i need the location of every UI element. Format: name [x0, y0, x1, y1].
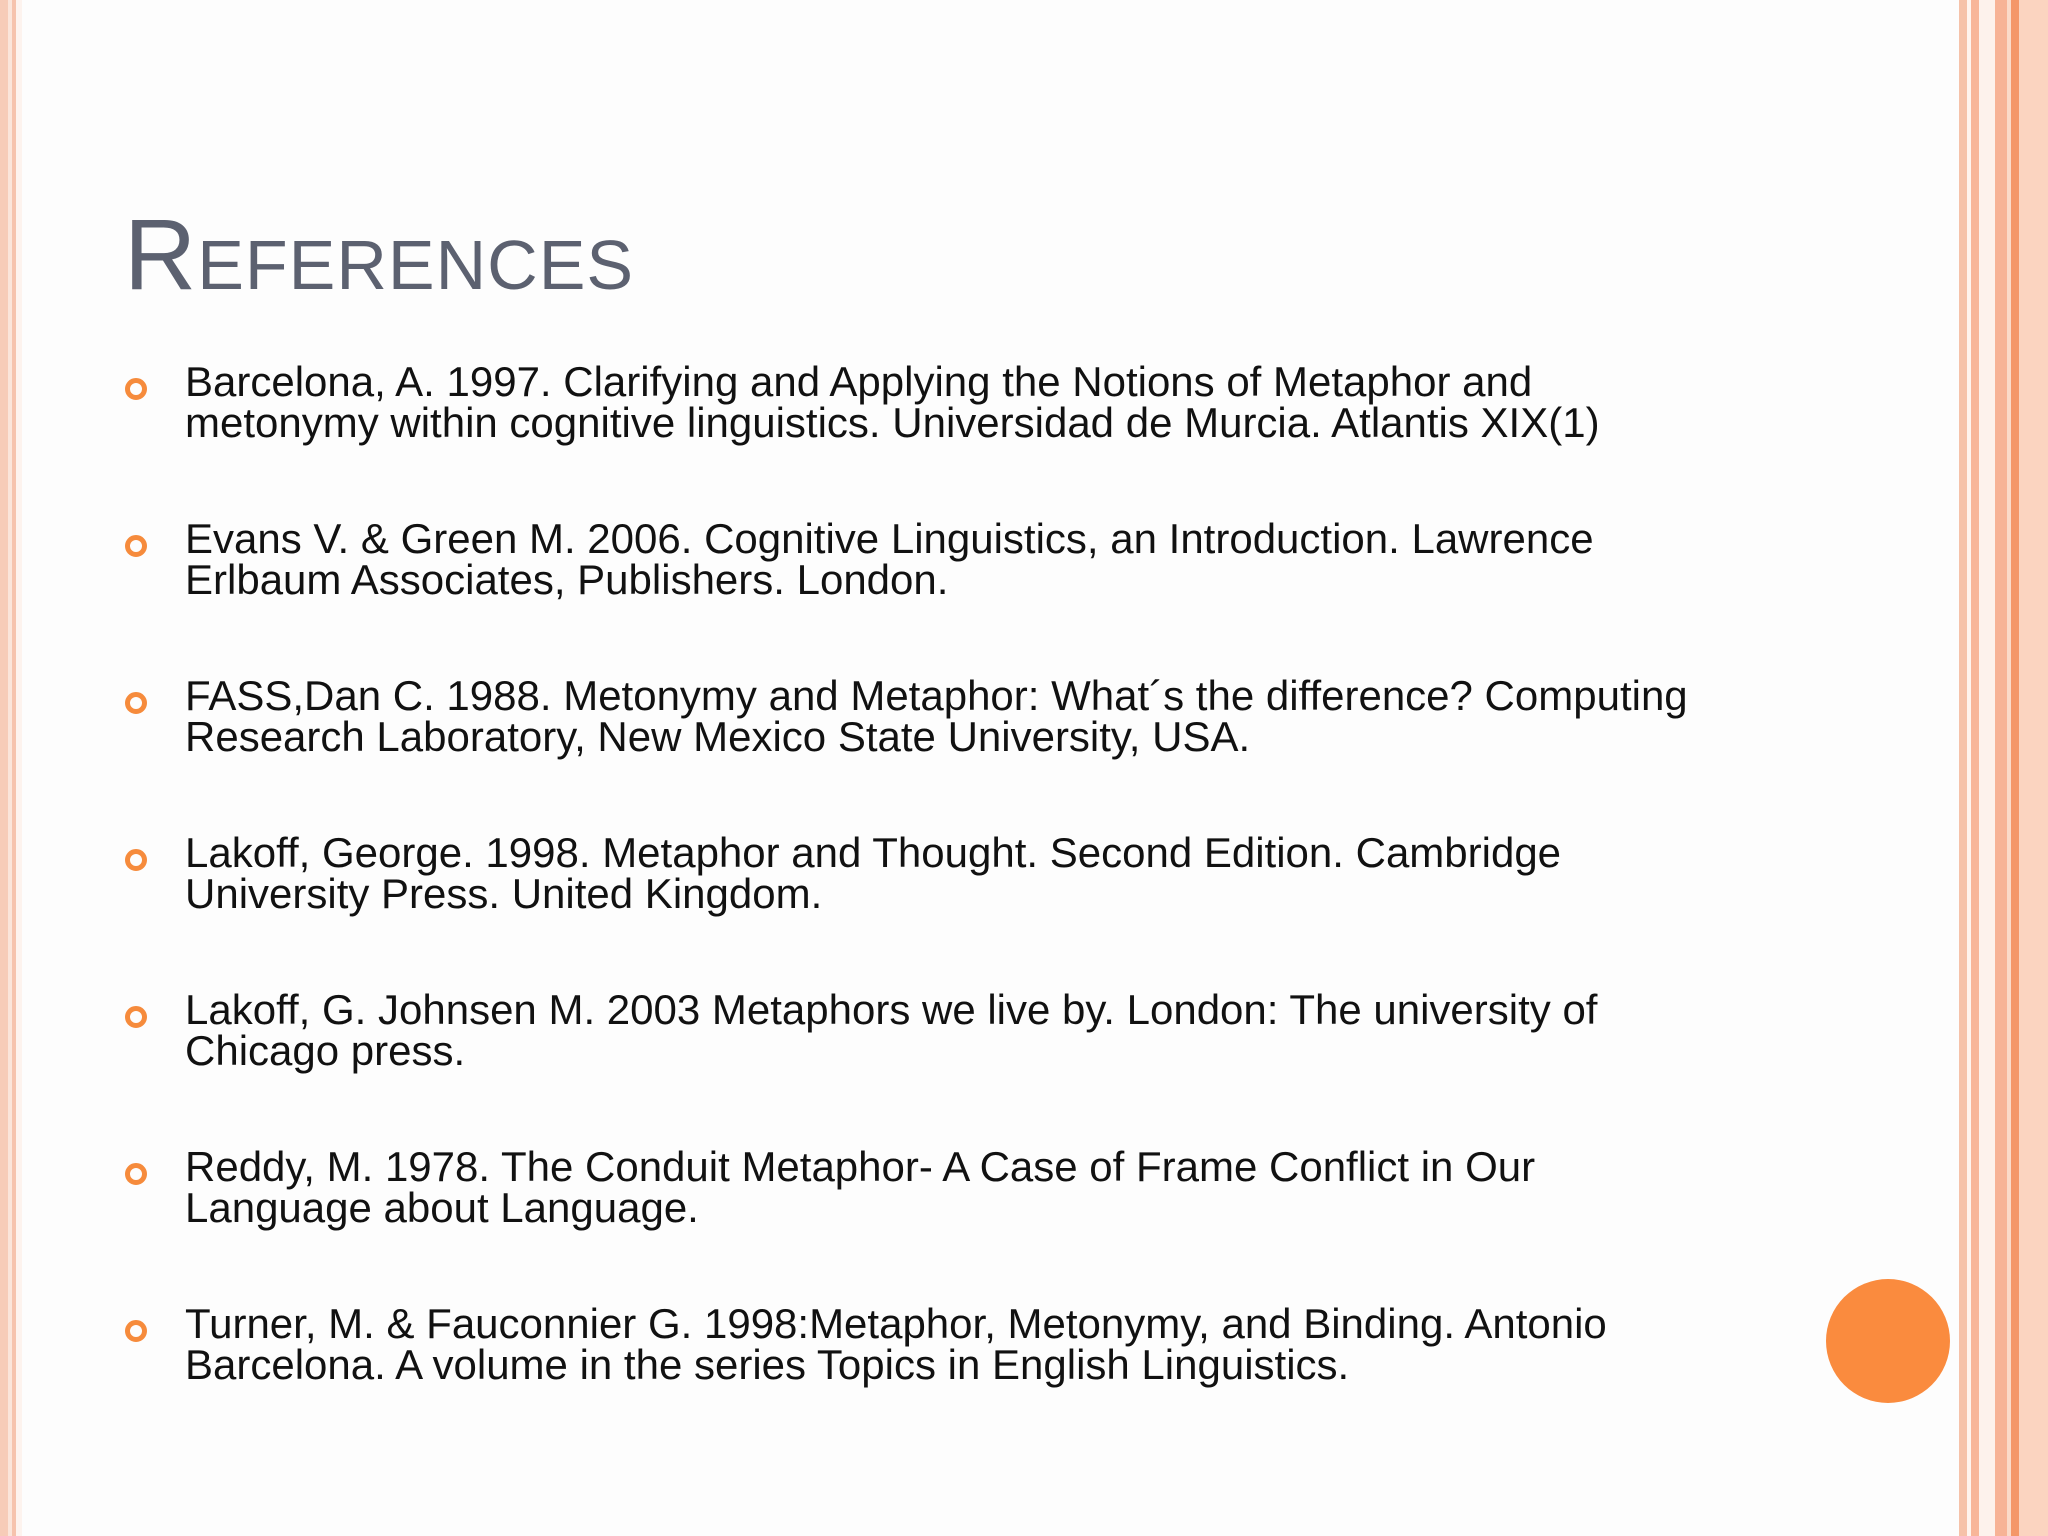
ring-bullet-icon [125, 1163, 147, 1185]
slide-title: References [124, 199, 635, 311]
reference-item [124, 515, 1724, 675]
ring-bullet-icon [125, 378, 147, 400]
ring-bullet-icon [125, 1006, 147, 1028]
reference-text: Lakoff, G. Johnsen M. 2003 Metaphors we live by. London: The university of Chicago press. [185, 986, 1598, 1074]
reference-item [124, 672, 1724, 832]
ring-bullet-icon [125, 849, 147, 871]
reference-text: Lakoff, George. 1998. Metaphor and Thought. Second Edition. Cambridge University Press. United Kingdom. [185, 829, 1562, 917]
reference-text: Turner, M. & Fauconnier G. 1998:Metaphor, Metonymy, and Binding. Antonio Barcelona. A volume in the series Topics in English Linguistics. [185, 1300, 1607, 1388]
reference-text: FASS,Dan C. 1988. Metonymy and Metaphor: What´s the difference? Computing Research Laboratory, New Mexico State University, USA. [185, 672, 1688, 760]
reference-text: Reddy, M. 1978. The Conduit Metaphor- A Case of Frame Conflict in Our Language about Language. [185, 1143, 1536, 1231]
right-decorative-border [1959, 0, 2048, 1536]
reference-item [124, 1300, 1724, 1460]
reference-list [124, 358, 1724, 1460]
reference-item [124, 829, 1724, 989]
reference-item [124, 1143, 1724, 1303]
ring-bullet-icon [125, 535, 147, 557]
left-decorative-border [0, 0, 22, 1536]
reference-text: Evans V. & Green M. 2006. Cognitive Linguistics, an Introduction. Lawrence Erlbaum Associates, Publishers. London. [185, 515, 1594, 603]
decorative-orange-circle [1826, 1279, 1950, 1403]
ring-bullet-icon [125, 1320, 147, 1342]
ring-bullet-icon [125, 692, 147, 714]
reference-item [124, 986, 1724, 1146]
reference-item [124, 358, 1724, 518]
reference-text: Barcelona, A. 1997. Clarifying and Applying the Notions of Metaphor and metonymy within cognitive linguistics. Universidad de Murcia. Atlantis XIX(1) [185, 358, 1600, 446]
